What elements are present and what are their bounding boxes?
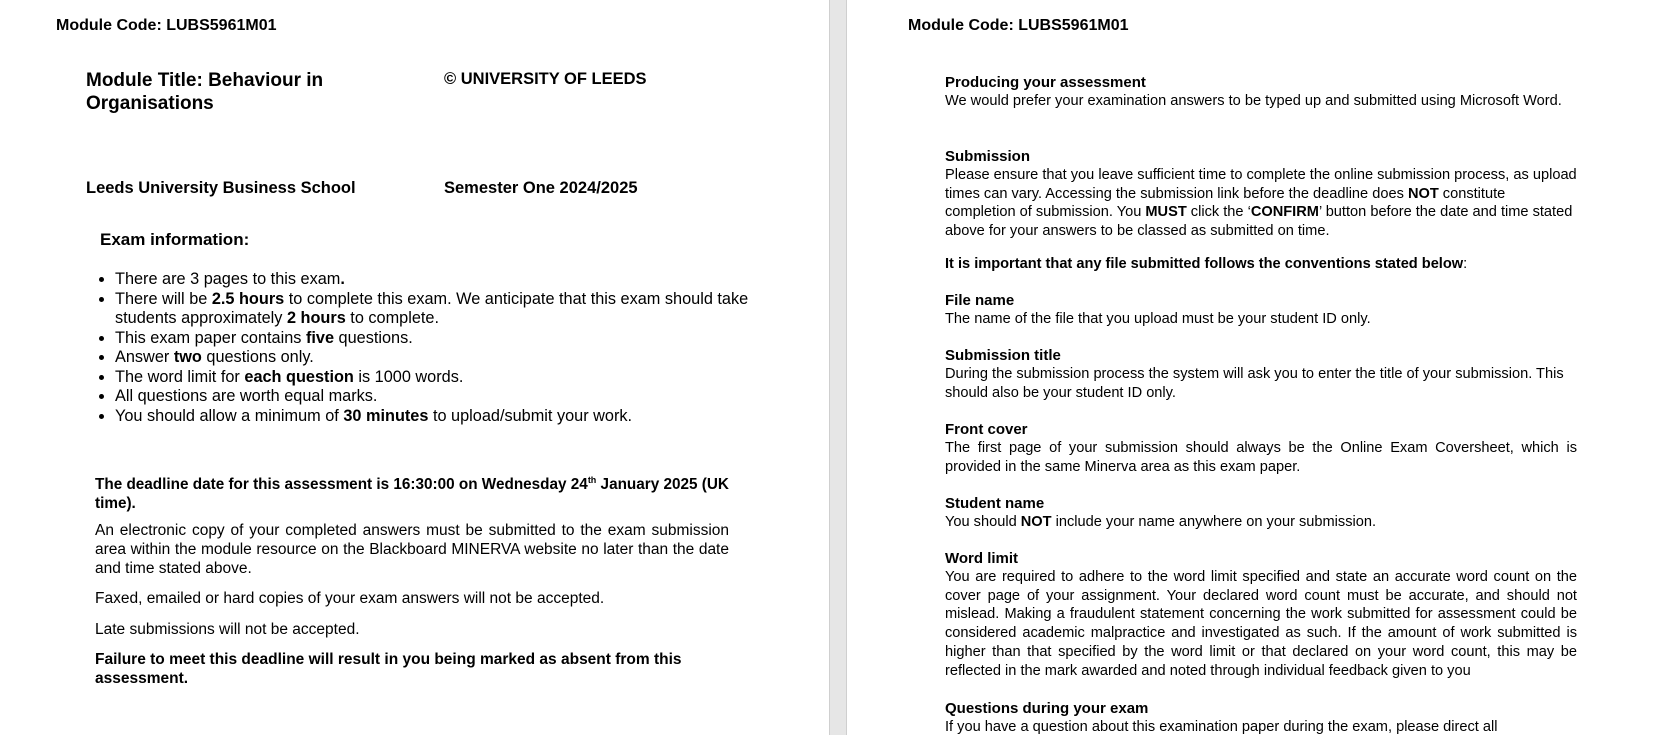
questions-section <box>945 700 1577 735</box>
exam-page-1 <box>0 0 829 735</box>
list-item: • Answer two questions only. <box>115 348 755 368</box>
submission-title-text: During the submission process the system will ask you to enter the title of your submission. This should also be your student ID only. <box>945 366 1564 401</box>
producing-text: We would prefer your examination answers to be typed up and submitted using Microsoft Word. <box>945 93 1562 109</box>
front-cover-heading: Front cover <box>945 421 1028 438</box>
electronic-copy-paragraph: An electronic copy of your completed answers must be submitted to the exam submission area within the module resource on the Blackboard MINERVA website no later than the date and time stated above. <box>95 522 729 577</box>
module-code-header: Module Code: LUBS5961M01 <box>908 17 1129 34</box>
list-item: • There are 3 pages to this exam. <box>115 270 755 290</box>
exam-info-heading: Exam information: <box>100 230 250 249</box>
student-name-text: You should NOT include your name anywhere on your submission. <box>945 514 1377 530</box>
producing-section <box>945 74 1577 111</box>
student-name-heading: Student name <box>945 495 1045 512</box>
producing-heading: Producing your assessment <box>945 74 1146 91</box>
list-item: • The word limit for each question is 1000 words. <box>115 368 755 388</box>
page-gap <box>829 0 847 735</box>
questions-text: If you have a question about this examination paper during the exam, please direct all <box>945 719 1498 735</box>
front-cover-section <box>945 421 1577 476</box>
submission-heading: Submission <box>945 148 1031 165</box>
semester-label: Semester One 2024/2025 <box>444 179 638 197</box>
failure-warning: Failure to meet this deadline will result in you being marked as absent from this assessment. <box>95 651 682 687</box>
file-name-text: The name of the file that you upload must be your student ID only. <box>945 311 1371 327</box>
module-title: Module Title: Behaviour in Organisations <box>86 70 324 114</box>
questions-heading: Questions during your exam <box>945 700 1149 717</box>
submission-section <box>945 148 1577 241</box>
file-name-section <box>945 292 1577 329</box>
student-name-section <box>945 495 1577 532</box>
list-item: • You should allow a minimum of 30 minutes to upload/submit your work. <box>115 407 755 427</box>
faxed-paragraph: Faxed, emailed or hard copies of your exam answers will not be accepted. <box>95 590 605 607</box>
school-name: Leeds University Business School <box>86 179 356 197</box>
front-cover-text: The first page of your submission should always be the Online Exam Coversheet, which is provided in the same Minerva area as this exam paper. <box>945 440 1577 475</box>
list-item: • All questions are worth equal marks. <box>115 387 755 407</box>
deadline-statement: The deadline date for this assessment is 16:30:00 on Wednesday 24th January 2025 (UK time). <box>95 475 729 513</box>
late-paragraph: Late submissions will not be accepted. <box>95 621 360 638</box>
list-item: • There will be 2.5 hours to complete this exam. We anticipate that this exam should take students approximately 2 hours to complete. <box>115 290 755 329</box>
exam-page-2 <box>847 0 1673 735</box>
exam-info-list <box>88 270 755 426</box>
submission-title-heading: Submission title <box>945 347 1061 364</box>
word-limit-heading: Word limit <box>945 550 1019 567</box>
important-notice: It is important that any file submitted follows the conventions stated below: <box>945 256 1468 272</box>
list-item: • This exam paper contains five questions. <box>115 329 755 349</box>
word-limit-text: You are required to adhere to the word limit specified and state an accurate word count on the cover page of your assignment. Your declared word count must be accurate, and should not mislead. Making a fraudulent statement concerning the work submitted for assessment could be considered academic malpractice and investigated as such. If the amount of work submitted is higher than that specified by the word limit or that declared on your word count, this may be reflected in the mark awarded and noted through individual feedback given to you <box>945 569 1577 679</box>
module-code-header: Module Code: LUBS5961M01 <box>56 17 277 34</box>
file-name-heading: File name <box>945 292 1015 309</box>
submission-text: Please ensure that you leave sufficient time to complete the online submission process, as upload times can vary. Accessing the submission link before the deadline does NOT constitute completion of submission. You MUST click the ‘CONFIRM’ button before the date and time stated above for your answers to be classed as submitted on time. <box>945 167 1577 240</box>
word-limit-section <box>945 550 1577 680</box>
submission-title-section <box>945 347 1577 402</box>
copyright-notice: © UNIVERSITY OF LEEDS <box>444 70 647 88</box>
